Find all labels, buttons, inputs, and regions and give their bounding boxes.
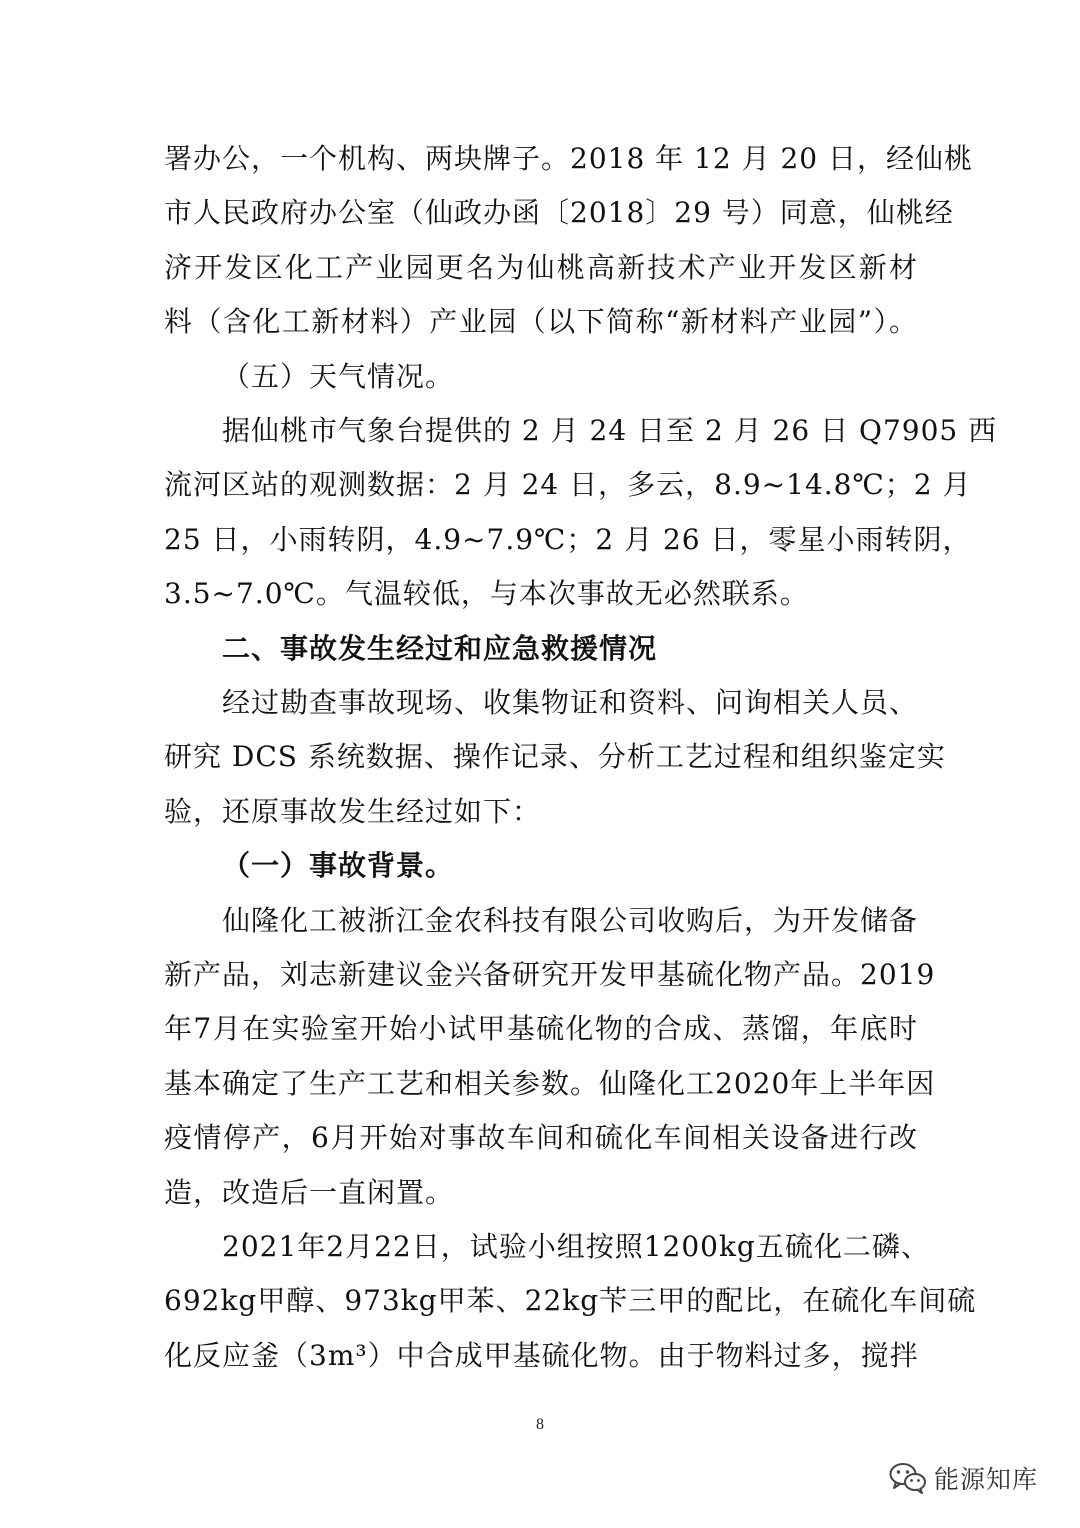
text-line: 化反应釜（3m³）中合成甲基硫化物。由于物料过多，搅拌	[164, 1338, 919, 1372]
wechat-icon	[888, 1461, 928, 1495]
text-line: 经过勘查事故现场、收集物证和资料、问询相关人员、	[222, 686, 919, 719]
text-line: 2021年2月22日，试验小组按照1200kg五硫化二磷、	[222, 1230, 930, 1263]
text-line: 研究 DCS 系统数据、操作记录、分析工艺过程和组织鉴定实	[164, 740, 946, 774]
watermark	[888, 1458, 1038, 1498]
text-line: 基本确定了生产工艺和相关参数。仙隆化工2020年上半年因	[164, 1066, 936, 1100]
text-line: 仙隆化工被浙江金农科技有限公司收购后，为开发储备	[222, 903, 919, 937]
text-line: （一）事故背景。	[222, 849, 455, 883]
text-line: 新产品，刘志新建议金兴备研究开发甲基硫化物产品。2019	[164, 958, 936, 991]
text-line: 造，改造后一直闲置。	[164, 1175, 455, 1209]
watermark-label: 能源知库	[934, 1465, 1039, 1494]
text-line: 验，还原事故发生经过如下：	[164, 794, 542, 828]
text-line: 署办公，一个机构、两块牌子。2018 年 12 月 20 日，经仙桃	[164, 142, 974, 175]
text-line: 流河区站的观测数据：2 月 24 日，多云，8.9~14.8℃；2 月	[164, 468, 972, 502]
text-line: 3.5~7.0℃。气温较低，与本次事故无必然联系。	[164, 577, 809, 611]
text-line: 年7月在实验室开始小试甲基硫化物的合成、蒸馏，年底时	[164, 1012, 918, 1046]
text-line: 市人民政府办公室（仙政办函〔2018〕29 号）同意，仙桃经	[164, 196, 954, 230]
page-number: 8	[536, 1416, 544, 1433]
text-line: 济开发区化工产业园更名为仙桃高新技术产业开发区新材	[164, 250, 918, 284]
text-line: 疫情停产，6月开始对事故车间和硫化车间相关设备进行改	[164, 1121, 918, 1155]
text-line: （五）天气情况。	[222, 359, 455, 393]
text-line: 据仙桃市气象台提供的 2 月 24 日至 2 月 26 日 Q7905 西	[222, 414, 998, 447]
text-line: 692kg甲醇、973kg甲苯、22kg苄三甲的配比，在硫化车间硫	[164, 1284, 977, 1318]
text-line: 25 日，小雨转阴，4.9~7.9℃；2 月 26 日，零星小雨转阴，	[164, 522, 972, 556]
text-line: 料（含化工新材料）产业园（以下简称“新材料产业园”）。	[164, 305, 918, 339]
text-line: 二、事故发生经过和应急救援情况	[222, 631, 658, 665]
